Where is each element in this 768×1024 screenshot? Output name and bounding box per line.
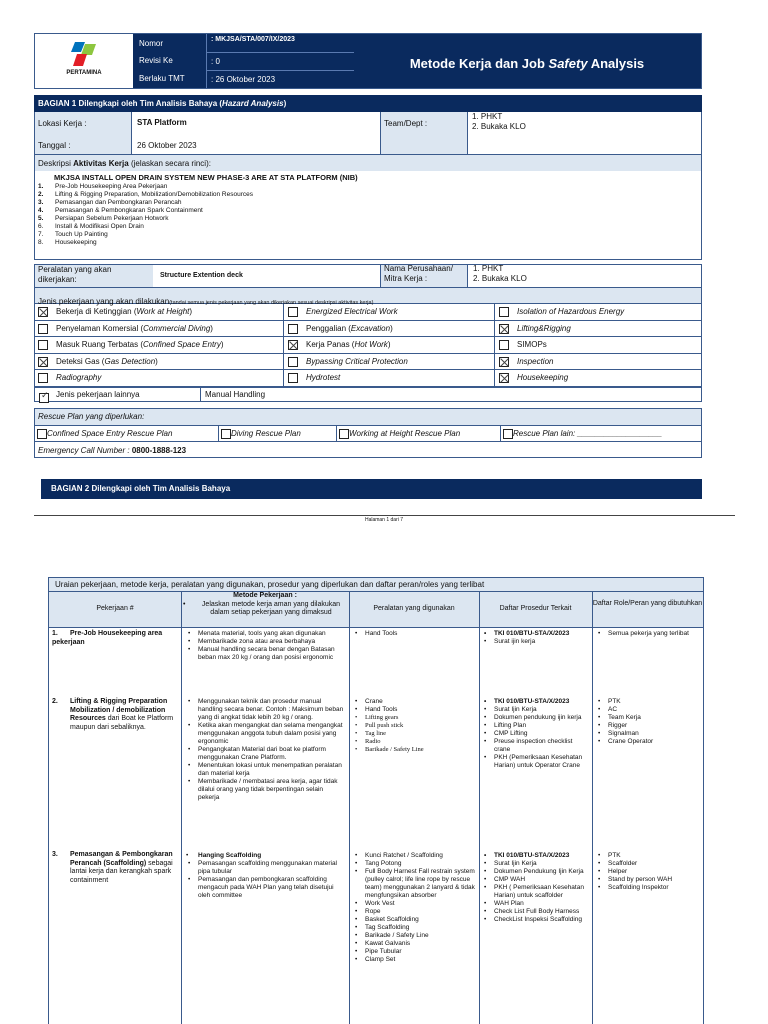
rescue-checkbox[interactable] — [339, 429, 349, 439]
jenis-checkbox[interactable] — [38, 357, 48, 367]
jenis-checkbox[interactable] — [288, 307, 298, 317]
jenis-checkbox[interactable] — [499, 373, 509, 383]
jenis-option[interactable] — [284, 337, 495, 354]
perusahaan-item: 2. Bukaka KLO — [473, 273, 527, 283]
nomor-value: : MKJSA/STA/007/IX/2023 — [211, 36, 295, 43]
emergency-line: Emergency Call Number : 0800-1888-123 — [38, 446, 187, 455]
lainnya-checkbox[interactable] — [39, 393, 49, 403]
jenis-option[interactable] — [34, 354, 284, 371]
jenis-checkbox[interactable] — [38, 373, 48, 383]
jenis-label-italic: Lifting&Rigging — [517, 323, 571, 333]
jenis-checkbox[interactable] — [499, 340, 509, 350]
table-row: 3. Pemasangan & Pembongkaran Perancah (Scaffolding) sebagai lantai kerja dan kerangkah spark containment — [52, 851, 173, 884]
team-label: Team/Dept : — [384, 119, 428, 128]
col-role-header: Daftar Role/Peran yang dibutuhkan — [592, 600, 703, 607]
jenis-label: SIMOPs — [517, 340, 547, 350]
activity-item: 1. Pre-Job Housekeeping Area Pekerjaan — [38, 183, 168, 190]
activity-item: 7. Touch Up Painting — [38, 231, 108, 238]
jenis-label-italic: Gas Detection — [104, 356, 156, 366]
rescue-checkbox[interactable] — [221, 429, 231, 439]
jenis-option[interactable] — [495, 304, 702, 321]
jenis-option[interactable] — [34, 370, 284, 387]
jenis-label-post: ) — [155, 356, 158, 366]
jenis-option[interactable] — [34, 304, 284, 321]
col-pekerjaan-header: Pekerjaan # — [96, 605, 134, 612]
jenis-label-italic: Radiography — [56, 373, 102, 383]
team-item: 1. PHKT — [472, 112, 503, 121]
jenis-label-italic: Isolation of Hazardous Energy — [517, 307, 625, 317]
jenis-label-italic: Work at Height — [136, 307, 190, 317]
jenis-label-italic: Energized Electrical Work — [306, 307, 398, 317]
jenis-label: Bekerja di Ketinggian ( — [56, 307, 137, 317]
jenis-option[interactable] — [284, 354, 495, 371]
lokasi-label: Lokasi Kerja : — [38, 119, 87, 128]
jenis-label-italic: Commercial Diving — [143, 323, 211, 333]
jenis-checkbox[interactable] — [288, 340, 298, 350]
jenis-option[interactable] — [284, 370, 495, 387]
col-metode-header: Metode Pekerjaan : • Jelaskan metode kerja aman yang dilakukan dalam setiap pekerjaan yang dimaksud — [181, 592, 349, 618]
jenis-checkbox[interactable] — [288, 324, 298, 334]
activity-item: 4. Pemasangan & Pembongkaran Spark Containment — [38, 207, 203, 214]
metode-list: • Menggunakan teknik dan prosedur manual handling secara benar. Contoh : Maksimum beban yang di angkat tidak lebih 20 kg / orang. • Ketika akan mengangkat dan selama mengangkat menggunakan anggota tubuh dalam posisi yang ergonomic • Pengangkatan Material dari boat ke platform menggunakan Crane Platform. • Menentukan lokasi untuk menempatkan peralatan dan material kerja • Membarikade / membatasi area kerja, agar tidak dilalui orang yang tidak berpentingan selain pekerja — [186, 698, 346, 802]
activity-item: 8. Housekeeping — [38, 239, 97, 246]
jenis-option[interactable] — [284, 321, 495, 338]
jenis-checkbox[interactable] — [499, 324, 509, 334]
table2-caption: Uraian pekerjaan, metode kerja, peralatan yang digunakan, prosedur yang diperlukan dan daftar peran/roles yang terlibat — [49, 578, 703, 592]
jenis-checkbox[interactable] — [499, 307, 509, 317]
table-row: 1. Pre-Job Housekeeping area pekerjaan — [52, 630, 163, 646]
peralatan-value: Structure Extention deck — [160, 272, 243, 279]
rescue-checkbox[interactable] — [37, 429, 47, 439]
project-title: MKJSA INSTALL OPEN DRAIN SYSTEM NEW PHASE-3 ARE AT STA PLATFORM (NIB) — [54, 173, 358, 182]
rescue-label: Rescue Plan yang diperlukan: — [38, 412, 145, 421]
jenis-option[interactable] — [495, 337, 702, 354]
jenis-checkbox[interactable] — [288, 373, 298, 383]
jenis-label-italic: Excavation — [350, 323, 391, 333]
bagian1-title: BAGIAN 1 Dilengkapi oleh Tim Analisis Bahaya (Hazard Analysis) — [34, 95, 702, 112]
jenis-option[interactable] — [34, 321, 284, 338]
team-list — [472, 112, 526, 131]
jenis-option[interactable] — [495, 321, 702, 338]
activity-item: 6. Install & Modifikasi Open Drain — [38, 223, 144, 230]
jenis-checkbox[interactable] — [38, 307, 48, 317]
rescue-option[interactable]: Diving Rescue Plan — [221, 429, 301, 439]
team-item: 2. Bukaka KLO — [472, 121, 526, 131]
jenis-label: Deteksi Gas ( — [56, 356, 105, 366]
rescue-checkbox[interactable] — [503, 429, 513, 439]
jenis-checkbox[interactable] — [499, 357, 509, 367]
jenis-label-italic: Hydrotest — [306, 373, 341, 383]
jenis-checkbox[interactable] — [38, 340, 48, 350]
deskripsi-row: Deskripsi Aktivitas Kerja (jelaskan secara rinci): — [35, 154, 701, 171]
lokasi-value: STA Platform — [137, 118, 187, 127]
lainnya-label: Jenis pekerjaan lainnya — [56, 390, 140, 399]
jenis-label-italic: Bypassing Critical Protection — [306, 356, 408, 366]
peralatan-list: • Hand Tools — [353, 630, 475, 638]
jenis-label-italic: Confined Space Entry — [143, 340, 221, 350]
berlaku-label: Berlaku TMT — [139, 74, 185, 83]
activity-item: 3. Pemasangan dan Pembongkaran Perancah — [38, 199, 182, 206]
jenis-option[interactable] — [284, 304, 495, 321]
col-prosedur-header: Daftar Prosedur Terkait — [499, 605, 572, 612]
jenis-header: Jenis pekerjaan yang akan dilakukan(tandai semua jenis pekerjaan yang akan dikerjakan sesuai deskripsi aktivitas kerja) — [34, 288, 702, 304]
doc-header — [34, 33, 702, 89]
metode-list: • Menata material, tools yang akan digunakan • Membarikade zona atau area berbahaya • Manual handling secara benar dengan Batasan beban max 20 kg / orang dan posisi ergonomic — [186, 630, 346, 662]
role-list: • PTK • AC • Team Kerja • Rigger • Signalman • Crane Operator — [596, 698, 700, 746]
jenis-label-italic: Hot Work — [354, 340, 388, 350]
activity-item: 5. Persiapan Sebelum Pekerjaan Hotwork — [38, 215, 169, 222]
peralatan-label: Peralatan yang akan dikerjakan: — [38, 265, 112, 284]
berlaku-value: : 26 Oktober 2023 — [211, 75, 276, 84]
jenis-option[interactable] — [495, 354, 702, 371]
jenis-label-italic: Inspection — [517, 356, 554, 366]
peralatan-list: • Kunci Ratchet / Scaffolding • Tang Potong • Full Body Harnest Fall restrain system (pulley calrol; life line rope by rescue team) menggunakan 2 lanyard & tidak mengfungsikan absorber • Work Vest • Rope • Basket Scaffolding • Tag Scaffolding • Barikade / Safety Line • Kawat Galvanis • Pipe Tubular • Clamp Set — [353, 852, 477, 964]
jenis-label: Penggalian ( — [306, 323, 351, 333]
perusahaan-list — [473, 264, 527, 283]
jenis-label-post: ) — [387, 340, 391, 350]
peralatan-list: • Crane • Hand Tools • Lifting gears • Pull push stick • Tag line • Radio • Barikade / Safety Line — [353, 698, 475, 754]
logo-box — [35, 34, 133, 88]
meta-values — [206, 34, 353, 88]
jenis-label: Masuk Ruang Terbatas ( — [56, 340, 144, 350]
rescue-option[interactable]: Rescue Plan lain: ___________________ — [503, 429, 662, 439]
activity-item: 2. Lifting & Rigging Preparation, Mobilization/Demobilization Resources — [38, 191, 253, 198]
jenis-label-post: ) — [390, 323, 393, 333]
jenis-label-post: ) — [210, 323, 213, 333]
role-list: • Semua pekerja yang terlibat — [596, 630, 700, 638]
page-number: Halaman 1 dari 7 — [364, 517, 404, 523]
bagian2-title: BAGIAN 2 Dilengkapi oleh Tim Analisis Bahaya — [41, 479, 702, 499]
tanggal-value: 26 Oktober 2023 — [137, 141, 197, 150]
col-peralatan-header: Peralatan yang digunakan — [373, 605, 455, 612]
activity-list — [38, 183, 438, 247]
jenis-label: Kerja Panas ( — [306, 340, 355, 350]
tanggal-label: Tanggal : — [38, 141, 71, 150]
rescue-option[interactable]: Working at Height Rescue Plan — [339, 429, 460, 439]
role-list: • PTK • Scaffolder • Helper • Stand by person WAH • Scaffolding Inspektor — [596, 852, 700, 892]
pertamina-logo-icon — [69, 40, 99, 68]
jenis-checkbox[interactable] — [288, 357, 298, 367]
lainnya-value: Manual Handling — [205, 390, 266, 399]
revisi-label: Revisi Ke — [139, 56, 173, 65]
jenis-option[interactable] — [34, 337, 284, 354]
prosedur-list: • TKI 010/BTU-STA/X/2023 • Surat Ijin Kerja • Dokumen pendukung ijin kerja • Lifting Plan • CMP Lifting • Preuse inspection checklist crane • PKH (Pemeriksaan Kesehatan Harian) untuk Operator Crane — [482, 698, 590, 770]
revisi-value: : 0 — [211, 57, 220, 66]
logo-text: PERTAMINA — [66, 70, 102, 76]
doc-title: Metode Kerja dan Job Safety Analysis — [409, 56, 645, 71]
metode-title: Hanging Scaffolding — [198, 852, 262, 859]
nomor-label: Nomor — [139, 39, 164, 48]
page-divider — [34, 515, 735, 516]
jenis-label: Penyelaman Komersial ( — [56, 323, 144, 333]
metode-list: • Pemasangan scaffolding menggunakan material pipa tubular • Pemasangan dan pembongkaran scaffolding mengacuh pada WAH Plan yang telah disetujui oleh committee — [186, 860, 346, 900]
perusahaan-label: Nama Perusahaan/ Mitra Kerja : — [384, 264, 453, 283]
perusahaan-item: 1. PHKT — [473, 264, 504, 273]
jenis-label-post: ) — [189, 307, 193, 317]
prosedur-list: • TKI 010/BTU-STA/X/2023 • Surat Ijin Kerja • Dokumen Pendukung Ijin Kerja • CMP WAH • PKH ( Pemeriksaan Kesehatan Harian) untuk scaffolder • WAH Plan • Check List Full Body Harness • CheckList Inspeksi Scaffolding — [482, 852, 590, 924]
jenis-checkbox[interactable] — [38, 324, 48, 334]
rescue-option[interactable]: Confined Space Entry Rescue Plan — [37, 429, 172, 439]
jenis-option[interactable] — [495, 370, 702, 387]
jenis-label-italic: Housekeeping — [517, 373, 569, 383]
prosedur-list: • TKI 010/BTU-STA/X/2023 • Surat ijin kerja — [482, 630, 590, 646]
jenis-label-post: ) — [220, 340, 224, 350]
table-row: 2. Lifting & Rigging Preparation Mobilization / demobilization Resources dari Boat ke Platform maupun dari sebaliknya. — [52, 698, 174, 731]
header-meta — [133, 34, 701, 88]
